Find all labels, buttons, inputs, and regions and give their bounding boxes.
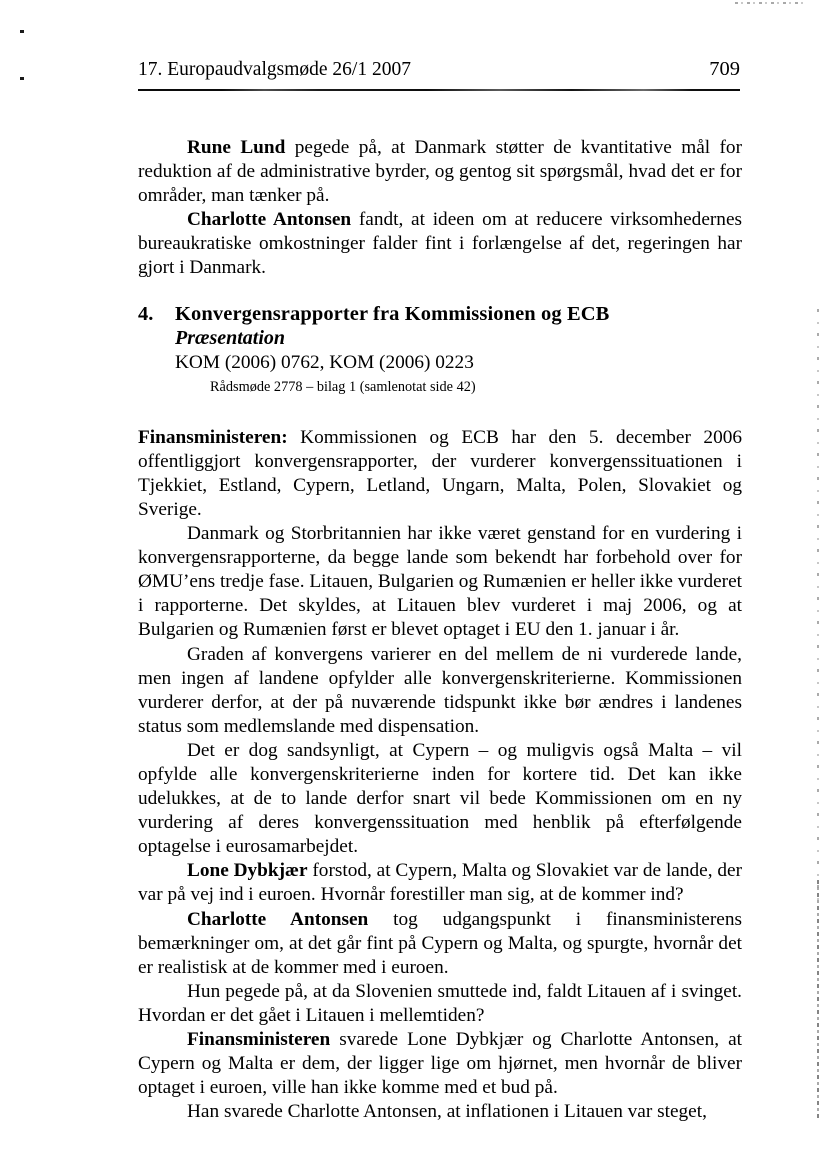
paragraph-text: Danmark og Storbritannien har ikke været genstand for en vurdering i konvergensrapporterne, da begge lande som bekendt har forbehold over for ØMU’ens tredje fase. Litauen, Bulgarien og Rumænien er heller ikke vurderet i rapporterne. Det skyldes, at Litauen blev vurderet i maj 2006, og at Bulgarien og Rumænien først er blevet optaget i EU den 1. januar i år.	[138, 523, 742, 641]
paragraph	[138, 1100, 742, 1124]
section-heading-block	[138, 302, 742, 398]
paragraph-text: pegede på, at Danmark støtter de kvantitative mål for reduktion af de administrative byrder, og gentog sit spørgsmål, hvad det er for områder, man tænker på.	[138, 137, 742, 207]
paragraph	[138, 426, 742, 522]
paragraph	[138, 908, 742, 980]
speaker-name: Rune Lund	[187, 137, 286, 158]
scan-artifact-right	[817, 300, 819, 900]
page-number: 709	[709, 58, 740, 80]
paragraph	[138, 980, 742, 1028]
section-number: 4.	[138, 302, 154, 325]
paragraph-text: Det er dog sandsynligt, at Cypern – og muligvis også Malta – vil opfylde alle konvergenskriterierne inden for kortere tid. Det kan ikke udelukkes, at de to lande derfor snart vil bede Kommissionen om en ny vurdering af deres konvergenssituation med henblik på efterfølgende optagelse i eurosamarbejdet.	[138, 739, 742, 858]
paragraph-text: fandt, at ideen om at reducere virksomhedernes bureaukratiske omkostninger falder fint i forlængelse af det, regeringen har gjort i Danmark.	[138, 209, 743, 279]
paragraph	[138, 522, 742, 642]
section-note: Rådsmøde 2778 – bilag 1 (samlenotat side 42)	[210, 378, 476, 395]
section-subtitle: Præsentation	[175, 326, 286, 349]
section-kom-reference: KOM (2006) 0762, KOM (2006) 0223	[175, 351, 474, 373]
speaker-name: Finansministeren	[187, 1029, 331, 1050]
paragraph	[138, 739, 742, 859]
paragraph	[138, 1028, 742, 1100]
paragraph-text: Kommissionen og ECB har den 5. december 2006 offentliggjort konvergensrapporter, der vurderer konvergenssituationen i Tjekkiet, Estland, Cypern, Letland, Ungarn, Malta, Polen, Slovakiet og Sverige.	[138, 426, 742, 520]
section-heading-row	[138, 302, 742, 326]
speaker-name: Charlotte Antonsen	[187, 908, 369, 930]
paragraph-text: svarede Lone Dybkjær og Charlotte Antonsen, at Cypern og Malta er dem, der ligger lige om hjørnet, men hvornår de bliver optaget i euroen, ville han ikke komme med et bud på.	[138, 1029, 742, 1099]
paragraph	[138, 859, 742, 907]
paragraph-text: tog udgangspunkt i finansministerens bemærkninger om, at det går fint på Cypern og Malta, og spurgte, hvornår det er realistisk at de kommer med i euroen.	[138, 908, 742, 978]
speaker-name: Charlotte Antonsen	[187, 209, 352, 231]
text-column	[138, 136, 742, 1124]
running-head	[138, 57, 740, 82]
paragraph-text: Graden af konvergens varierer en del mellem de ni vurderede lande, men ingen af landene opfylder alle konvergenskriterierne. Kommissionen vurderer derfor, at der på nuværende tidspunkt ikke bør ændres i landenes status som medlemslande med dispensation.	[138, 643, 742, 737]
paragraph	[138, 208, 742, 280]
scan-artifact-right-dense	[817, 880, 819, 1120]
scan-artifact-top	[735, 2, 807, 4]
speaker-name: Finansministeren:	[138, 426, 288, 448]
paragraph-text: Hun pegede på, at da Slovenien smuttede ind, faldt Litauen af i svinget. Hvordan er det gået i Litauen i mellemtiden?	[138, 980, 742, 1026]
paragraph	[138, 643, 742, 739]
scan-speck	[20, 77, 24, 80]
scan-speck	[20, 30, 24, 33]
paragraph-text: Han svarede Charlotte Antonsen, at inflationen i Litauen var steget,	[187, 1101, 707, 1123]
running-title: 17. Europaudvalgsmøde 26/1 2007	[138, 59, 411, 80]
section-title: Konvergensrapporter fra Kommissionen og ECB	[175, 302, 610, 325]
speaker-name: Lone Dybkjær	[187, 860, 308, 882]
header-rule	[138, 89, 740, 91]
paragraph-text: forstod, at Cypern, Malta og Slovakiet var de lande, der var på vej ind i euroen. Hvornår forestiller man sig, at de kommer ind?	[138, 860, 742, 906]
spacer	[138, 405, 742, 426]
paragraph	[138, 136, 742, 208]
